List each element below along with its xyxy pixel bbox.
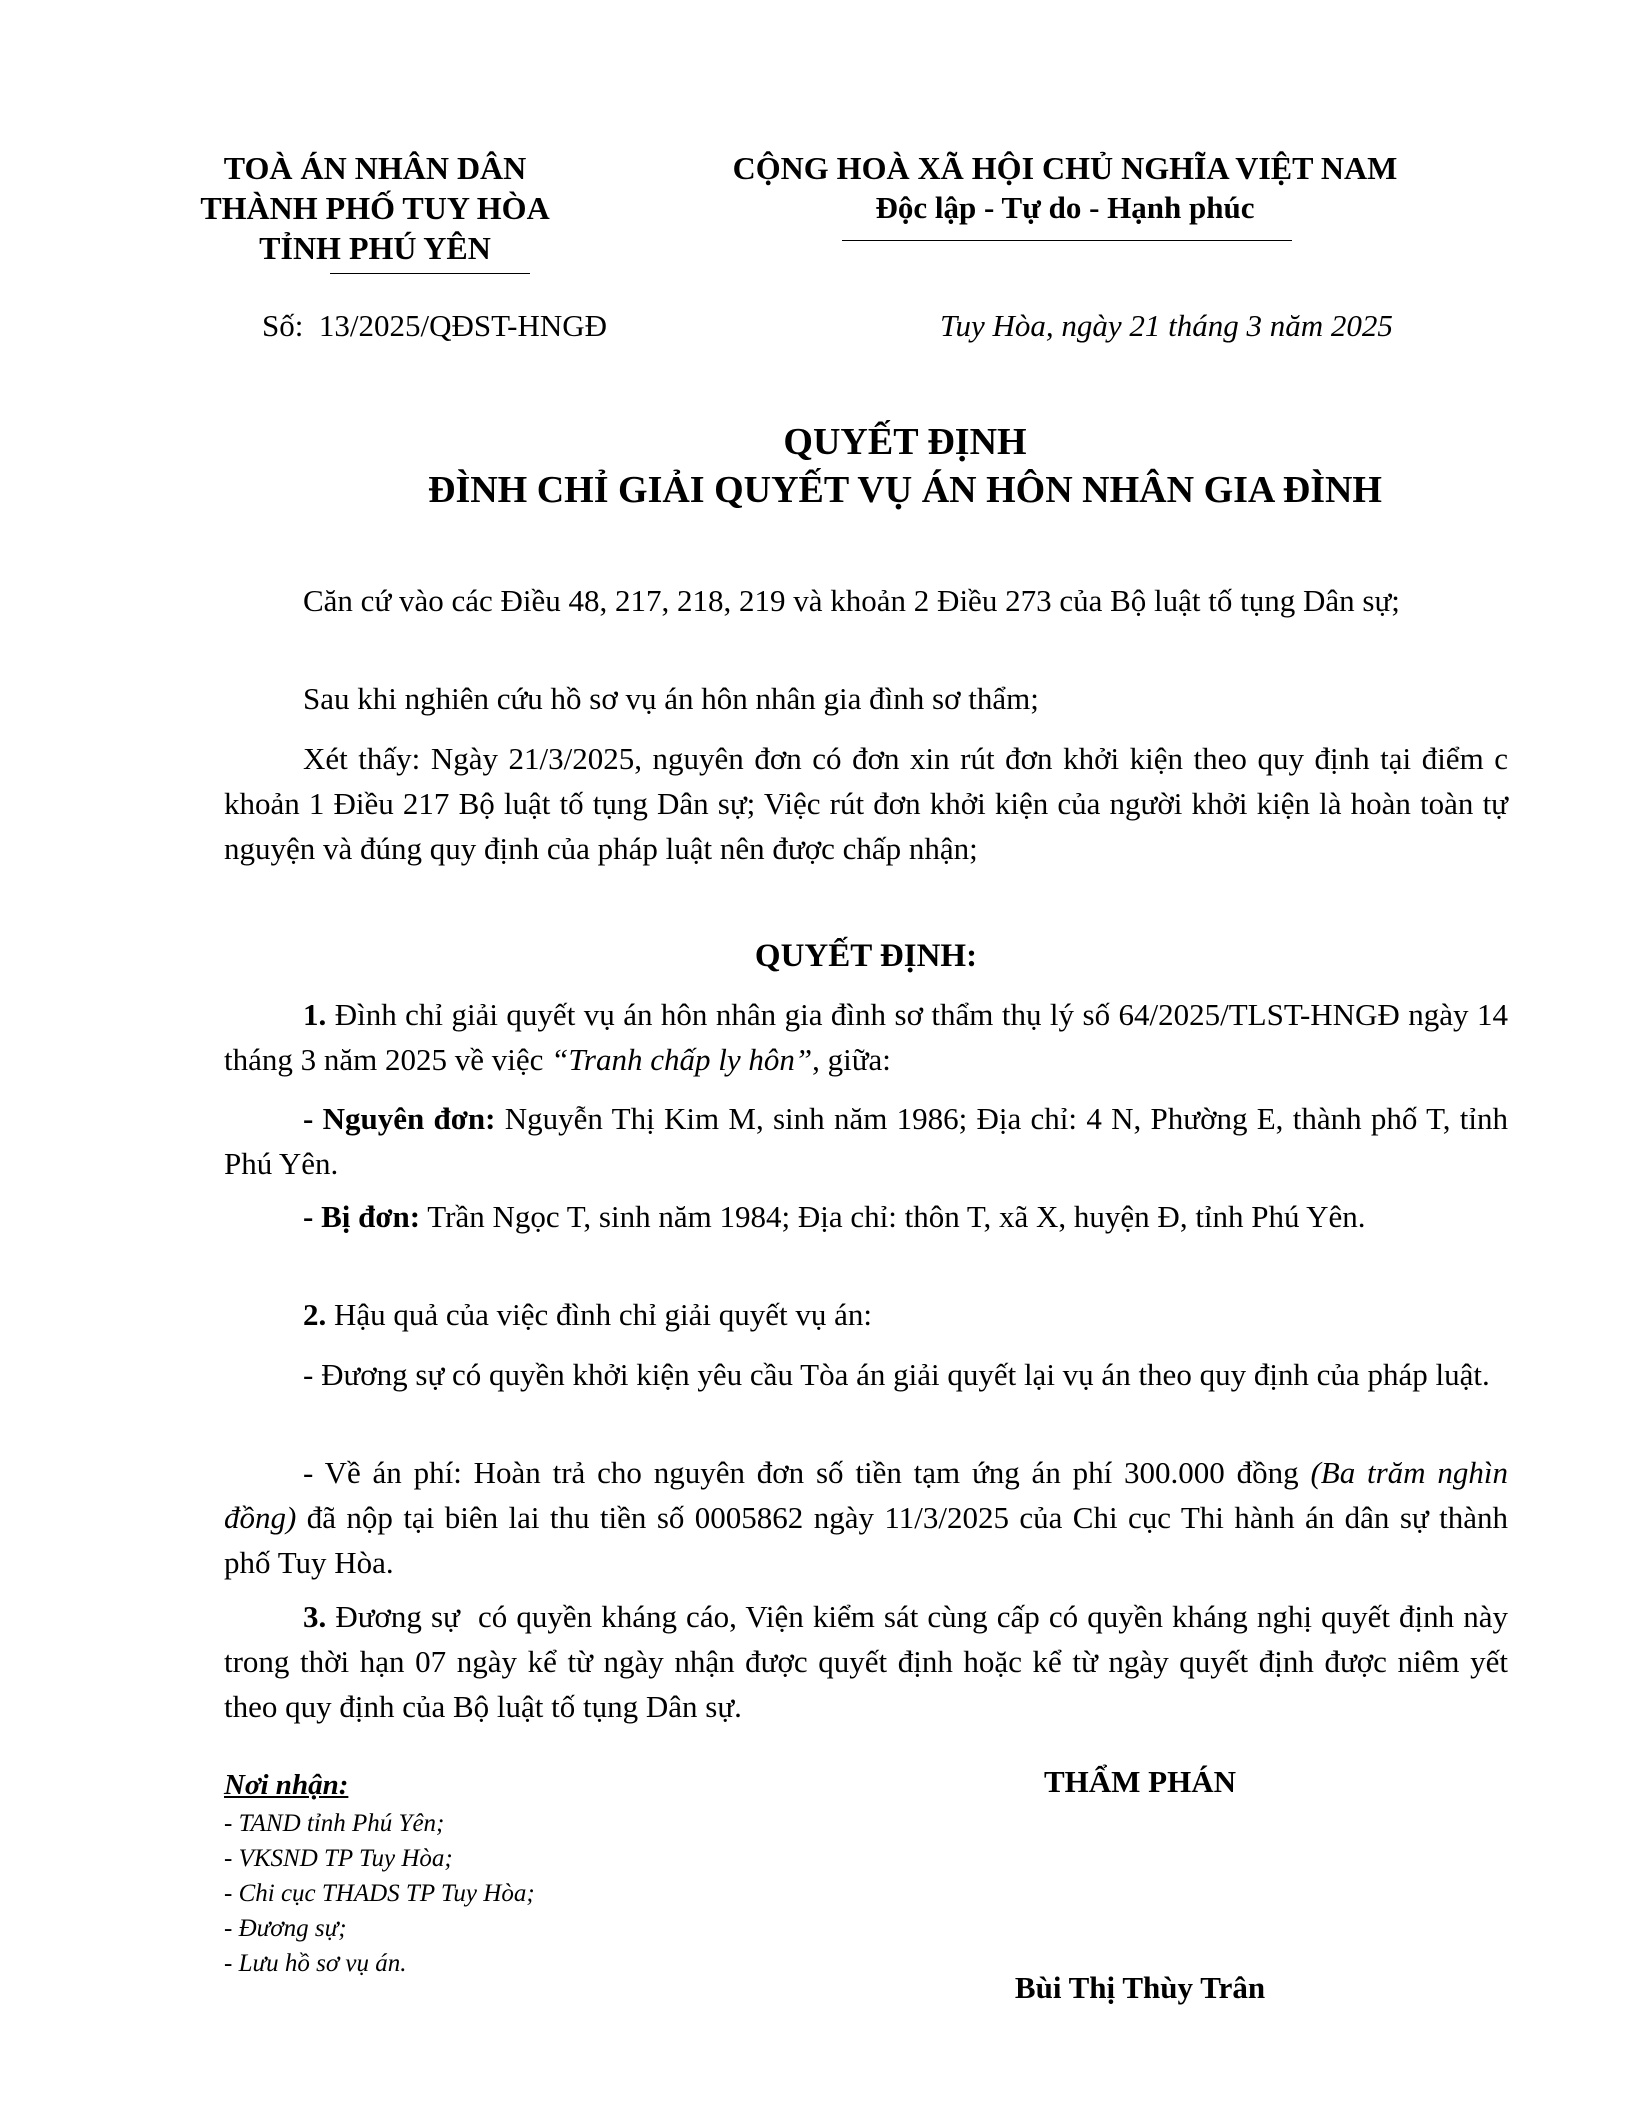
defendant-label: - Bị đơn:	[303, 1199, 421, 1234]
court-fee-text-end: đã nộp tại biên lai thu tiền số 0005862 ngày 11/3/2025 của Chi cục Thi hành án dân sự thành phố Tuy Hòa.	[224, 1500, 1508, 1580]
decision-item-1-tail: , giữa:	[812, 1042, 891, 1077]
receiver-item: - VKSND TP Tuy Hòa;	[224, 1845, 453, 1872]
national-motto-underline	[842, 240, 1292, 241]
place-and-date: Tuy Hòa, ngày 21 tháng 3 năm 2025	[940, 308, 1393, 343]
national-motto-block	[700, 148, 1430, 228]
document-title-line2: ĐÌNH CHỈ GIẢI QUYẾT VỤ ÁN HÔN NHÂN GIA ĐÌNH	[428, 469, 1382, 511]
plaintiff-label: - Nguyên đơn:	[303, 1101, 496, 1136]
receiver-item: - Đương sự;	[224, 1915, 347, 1942]
receivers-heading: Nơi nhận:	[224, 1769, 349, 1801]
court-fee-text-start: - Về án phí: Hoàn trả cho nguyên đơn số tiền tạm ứng án phí 300.000 đồng	[303, 1455, 1311, 1490]
decision-heading: QUYẾT ĐỊNH:	[754, 938, 978, 974]
plaintiff-text: Nguyễn Thị Kim M, sinh năm 1986; Địa chỉ: 4 N, Phường E, thành phố T, tỉnh Phú Yên.	[224, 1101, 1509, 1181]
decision-item-3-text: Đương sự có quyền kháng cáo, Viện kiểm sát cùng cấp có quyền kháng nghị quyết định này trong thời hạn 07 ngày kể từ ngày nhận được quyết định hoặc kể từ ngày quyết định được niêm yết theo quy định của Bộ luật tố tụng Dân sự.	[224, 1599, 1516, 1724]
consequence-court-fee	[224, 1450, 1508, 1585]
consequence-relitigate: - Đương sự có quyền khởi kiện yêu cầu Tòa án giải quyết lại vụ án theo quy định của pháp luật.	[303, 1357, 1490, 1392]
document-title-line1: QUYẾT ĐỊNH	[783, 421, 1027, 463]
decision-item-2	[224, 1292, 1508, 1337]
defendant-paragraph	[224, 1194, 1508, 1239]
court-name-line1: TOÀ ÁN NHÂN DÂN	[223, 150, 527, 186]
consideration-paragraph: Xét thấy: Ngày 21/3/2025, nguyên đơn có đơn xin rút đơn khởi kiện theo quy định tại điểm c khoản 1 Điều 217 Bộ luật tố tụng Dân sự; Việc rút đơn khởi kiện của người khởi kiện là hoàn toàn tự nguyện và đúng quy định của pháp luật nên được chấp nhận;	[224, 741, 1508, 866]
court-fee-in-words: (Ba trăm nghìn đồng)	[224, 1455, 1509, 1535]
national-motto: Độc lập - Tự do - Hạnh phúc	[875, 190, 1255, 225]
plaintiff-paragraph	[224, 1096, 1508, 1186]
defendant-text: Trần Ngọc T, sinh năm 1984; Địa chỉ: thôn T, xã X, huyện Đ, tỉnh Phú Yên.	[420, 1199, 1366, 1234]
judge-name: Bùi Thị Thùy Trân	[1014, 1970, 1266, 2005]
decision-item-1	[224, 992, 1508, 1082]
decision-item-2-number: 2.	[303, 1297, 327, 1332]
decision-item-3-number: 3.	[303, 1599, 327, 1634]
decision-item-1-text: Đình chỉ giải quyết vụ án hôn nhân gia đình sơ thẩm thụ lý số 64/2025/TLST-HNGĐ ngày 14 tháng 3 năm 2025 về việc	[224, 997, 1508, 1077]
court-name-line2: THÀNH PHỐ TUY HÒA	[200, 190, 550, 226]
decision-item-1-number: 1.	[303, 997, 327, 1032]
review-paragraph: Sau khi nghiên cứu hồ sơ vụ án hôn nhân gia đình sơ thẩm;	[303, 681, 1039, 716]
court-name-block	[190, 148, 560, 268]
court-name-line3: TỈNH PHÚ YÊN	[259, 230, 491, 266]
country-name: CỘNG HOÀ XÃ HỘI CHỦ NGHĨA VIỆT NAM	[732, 150, 1398, 186]
document-title	[300, 418, 1510, 514]
decision-item-3	[224, 1594, 1516, 1729]
receiver-item: - Chi cục THADS TP Tuy Hòa;	[224, 1880, 535, 1907]
receiver-item: - Lưu hồ sơ vụ án.	[224, 1950, 407, 1977]
receivers-block	[224, 1764, 744, 1981]
case-name: “Tranh chấp ly hôn”	[551, 1042, 813, 1077]
document-number: Số: 13/2025/QĐST-HNGĐ	[262, 308, 608, 343]
receiver-item: - TAND tỉnh Phú Yên;	[224, 1810, 445, 1837]
decision-item-2-text: Hậu quả của việc đình chỉ giải quyết vụ án:	[326, 1297, 873, 1332]
legal-basis-paragraph: Căn cứ vào các Điều 48, 217, 218, 219 và khoản 2 Điều 273 của Bộ luật tố tụng Dân sự;	[303, 583, 1400, 618]
court-name-underline	[330, 273, 530, 274]
judge-title: THẨM PHÁN	[1043, 1764, 1236, 1799]
